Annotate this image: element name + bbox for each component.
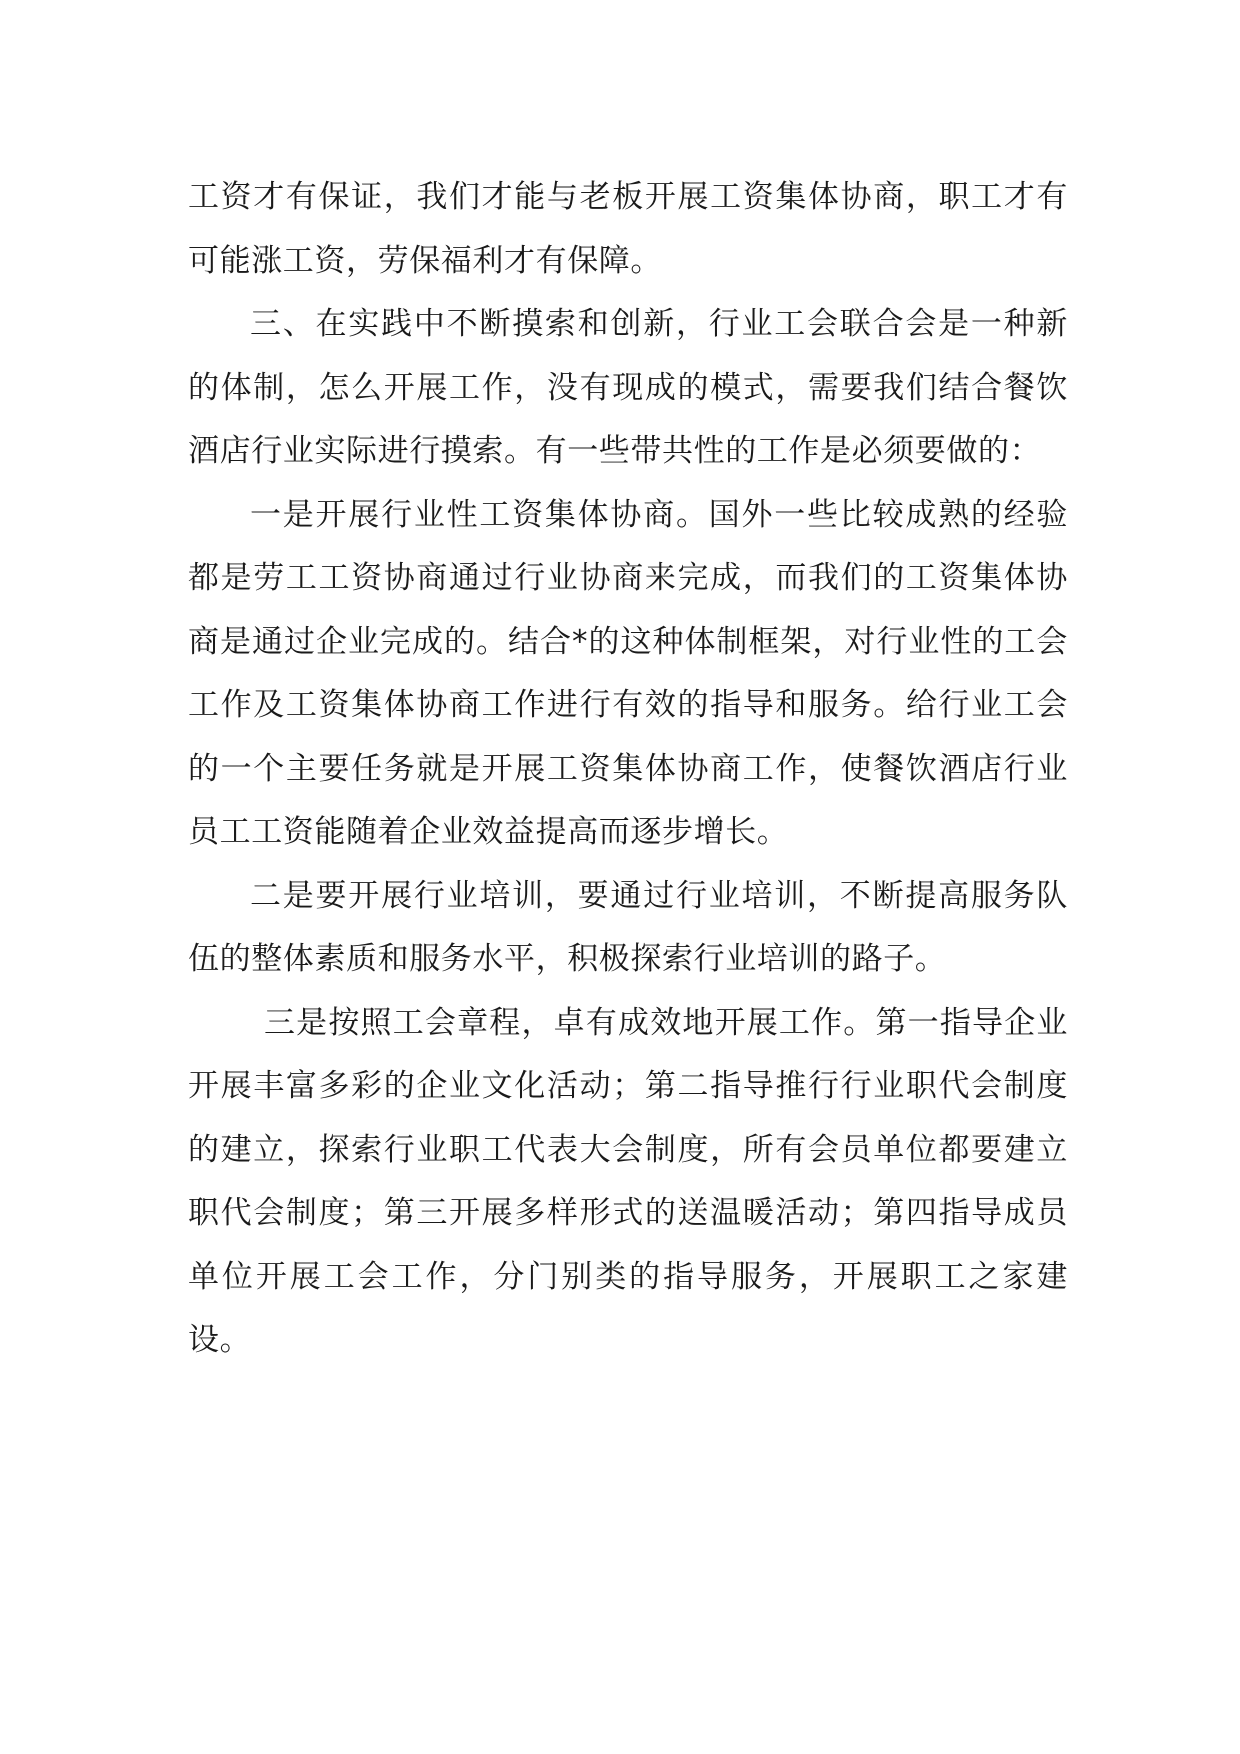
paragraph-section-three: 三、在实践中不断摸索和创新，行业工会联合会是一种新的体制，怎么开展工作，没有现成的模式，需要我们结合餐饮酒店行业实际进行摸索。有一些带共性的工作是必须要做的：: [188, 306, 1068, 469]
document-body: [188, 166, 1068, 1373]
paragraph-item-one: 一是开展行业性工资集体协商。国外一些比较成熟的经验都是劳工工资协商通过行业协商来完成，而我们的工资集体协商是通过企业完成的。结合*的这种体制框架，对行业性的工会工作及工资集体协商工作进行有效的指导和服务。给行业工会的一个主要任务就是开展工资集体协商工作，使餐饮酒店行业员工工资能随着企业效益提高而逐步增长。: [188, 496, 1068, 850]
paragraph-item-three: 三是按照工会章程，卓有成效地开展工作。第一指导企业开展丰富多彩的企业文化活动；第二指导推行行业职代会制度的建立，探索行业职工代表大会制度，所有会员单位都要建立职代会制度；第三开展多样形式的送温暖活动；第四指导成员单位开展工会工作，分门别类的指导服务，开展职工之家建设。: [188, 1004, 1068, 1358]
paragraph-continuation: 工资才有保证，我们才能与老板开展工资集体协商，职工才有可能涨工资，劳保福利才有保障。: [188, 179, 1068, 279]
paragraph-item-two: 二是要开展行业培训，要通过行业培训，不断提高服务队伍的整体素质和服务水平，积极探索行业培训的路子。: [188, 877, 1068, 977]
